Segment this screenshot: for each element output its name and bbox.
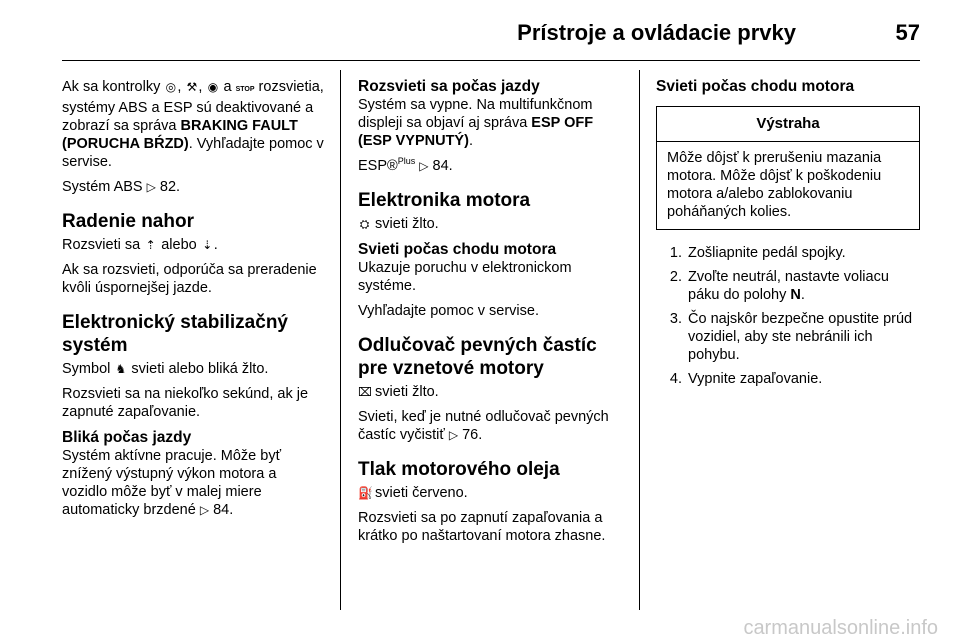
list-item: 3. Čo najskôr bezpečne opustite prúd vozidiel, aby ste nebránili ich pohybu. xyxy=(686,310,920,364)
dpf-paragraph-1: ⌧ svieti žlto. xyxy=(358,384,439,400)
esp-paragraph-2: Rozsvieti sa na niekoľko sekúnd, ak je zapnuté zapaľovanie. xyxy=(62,386,309,420)
esp-plus-reference: ESP®$^{Plus}$ ▷ 84. xyxy=(358,156,453,174)
diesel-particle-filter-icon: ⌧ xyxy=(358,385,372,399)
downshift-arrow-icon: ⇣ xyxy=(202,238,213,252)
list-item: 1. Zošliapnite pedál spojky. xyxy=(686,244,920,262)
esp-car-skid-icon: ♞ xyxy=(115,362,127,376)
column-2 xyxy=(358,78,624,552)
warning-text: Môže dôjsť k prerušeniu mazania motora. Môže dôjsť k poškodeniu motora a/alebo zablokovaniu poháňaných kolies. xyxy=(667,150,882,220)
abs-warning-icon: ◎ xyxy=(165,80,177,94)
subsection-title-lights-while-driving: Rozsvieti sa počas jazdy xyxy=(358,78,540,95)
warning-box xyxy=(656,106,920,230)
list-item: 4. Vypnite zapaľovanie. xyxy=(686,370,920,388)
page-ref-icon: ▷ xyxy=(419,159,429,173)
page-number: 57 xyxy=(895,20,920,45)
section-title-esp: Elektronický stabilizačný systém xyxy=(62,312,288,356)
watermark: carmanualsonline.info xyxy=(743,617,938,639)
upshift-paragraph-1: Rozsvieti sa ⇡ alebo ⇣. xyxy=(62,237,218,253)
steps-list xyxy=(656,244,920,388)
dpf-paragraph-2: Svieti, keď je nutné odlučovač pevných častíc vyčistiť ▷ 76. xyxy=(358,409,609,443)
section-title-dpf: Odlučovač pevných častíc pre vznetové motory xyxy=(358,335,597,379)
page-header-title: Prístroje a ovládacie prvky xyxy=(517,20,796,45)
section-title-engine-electronics: Elektronika motora xyxy=(358,190,531,211)
engine-running-paragraph-1: Ukazuje poruchu v elektronickom systéme. xyxy=(358,260,572,294)
lights-while-driving-paragraph: Systém sa vypne. Na multifunkčnom displeji sa objaví aj správa ESP OFF (ESP VYPNUTÝ). xyxy=(358,97,594,149)
brake-warning-icon: ◉ xyxy=(207,80,219,94)
oil-can-icon: ⛽ xyxy=(358,486,373,500)
engine-check-icon: ⛭ xyxy=(359,217,370,231)
page-ref-icon: ▷ xyxy=(146,180,156,194)
page-ref-icon: ▷ xyxy=(199,503,210,517)
subsection-title-oil-engine-running: Svieti počas chodu motora xyxy=(656,78,855,95)
intro-paragraph: Ak sa kontrolky ◎, ⚒, ◉ a STOP rozsvietia, systémy ABS a ESP sú deaktivované a zobrazí sa správa BRAKING FAULT (PORUCHA BŔZD). Vyhľadajte pomoc v servise. xyxy=(62,79,324,170)
abs-reference: Systém ABS ▷ 82. xyxy=(62,179,181,195)
subsection-title-blinking: Bliká počas jazdy xyxy=(62,429,192,446)
upshift-paragraph-2: Ak sa rozsvieti, odporúča sa preradenie kvôli úspornejšej jazde. xyxy=(62,262,317,296)
section-title-oil-pressure: Tlak motorového oleja xyxy=(358,459,560,480)
stop-icon: STOP xyxy=(235,86,255,93)
oil-pressure-paragraph-1: ⛽ svieti červeno. xyxy=(358,485,468,501)
column-divider-2 xyxy=(639,70,640,610)
header-divider xyxy=(62,60,920,61)
wrench-icon: ⚒ xyxy=(186,80,198,94)
subsection-title-engine-running: Svieti počas chodu motora xyxy=(358,241,557,258)
engine-running-paragraph-2: Vyhľadajte pomoc v servise. xyxy=(358,303,539,319)
oil-pressure-paragraph-2: Rozsvieti sa po zapnutí zapaľovania a krátko po naštartovaní motora zhasne. xyxy=(358,510,606,544)
upshift-arrow-icon: ⇡ xyxy=(145,238,156,252)
warning-title: Výstraha xyxy=(657,107,919,142)
esp-paragraph-1: Symbol ♞ svieti alebo bliká žlto. xyxy=(62,361,269,377)
column-3 xyxy=(656,78,920,394)
engine-electronics-paragraph: ⛭ svieti žlto. xyxy=(359,216,439,232)
list-item: 2. Zvoľte neutrál, nastavte voliacu páku do polohy N. xyxy=(686,268,920,304)
column-1 xyxy=(62,78,324,526)
page-ref-icon: ▷ xyxy=(448,428,459,442)
column-divider-1 xyxy=(340,70,341,610)
section-title-upshift: Radenie nahor xyxy=(62,211,194,232)
blinking-paragraph: Systém aktívne pracuje. Môže byť znížený výstupný výkon motora a vozidlo môže byť v malej miere automaticky brzdené ▷ 84. xyxy=(62,448,282,518)
